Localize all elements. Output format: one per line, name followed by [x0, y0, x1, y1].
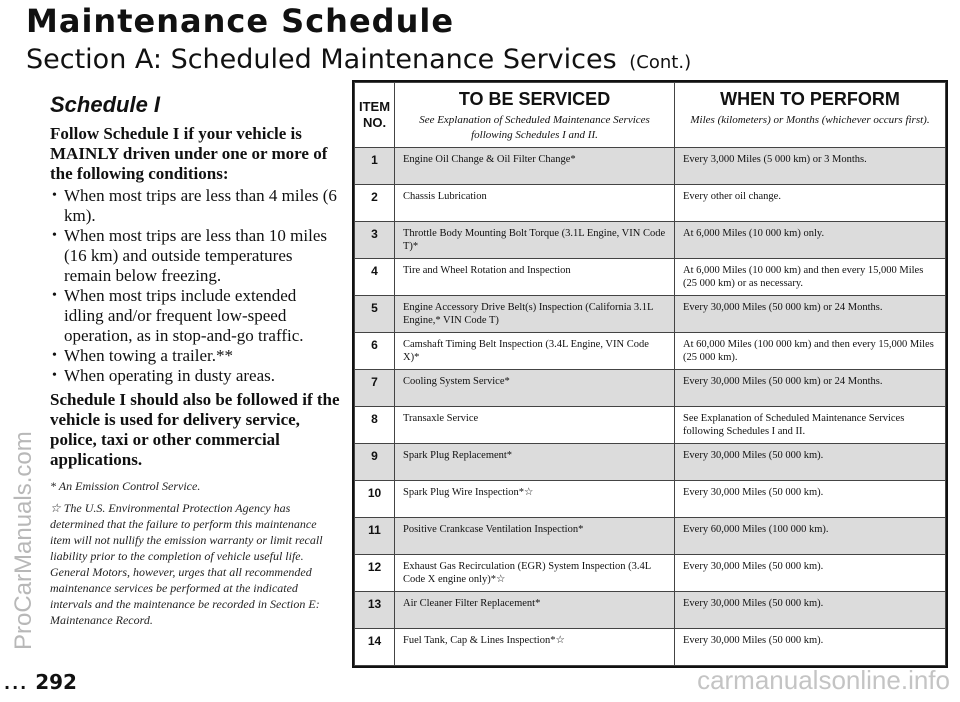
- item-number: 13: [355, 592, 395, 629]
- item-interval: Every 30,000 Miles (50 000 km) or 24 Months.: [675, 296, 946, 333]
- page-number-value: 292: [35, 670, 77, 694]
- item-service: Engine Accessory Drive Belt(s) Inspection (California 3.1L Engine,* VIN Code T): [395, 296, 675, 333]
- table-row: [355, 333, 946, 370]
- header-to-be-serviced: [395, 83, 675, 148]
- page-number: [4, 670, 77, 694]
- conditions-list: [50, 186, 340, 386]
- item-interval: Every 60,000 Miles (100 000 km).: [675, 518, 946, 555]
- item-interval: Every 3,000 Miles (5 000 km) or 3 Months.: [675, 148, 946, 185]
- page-title: Maintenance Schedule: [26, 2, 455, 40]
- condition-item: • When operating in dusty areas.: [50, 366, 340, 386]
- item-service: Throttle Body Mounting Bolt Torque (3.1L Engine, VIN Code T)*: [395, 222, 675, 259]
- item-number: 4: [355, 259, 395, 296]
- item-number: 6: [355, 333, 395, 370]
- item-number: 2: [355, 185, 395, 222]
- header-to-be-serviced-title: TO BE SERVICED: [458, 89, 611, 109]
- item-service: Spark Plug Wire Inspection*☆: [395, 481, 675, 518]
- table-header-row: [355, 83, 946, 148]
- condition-item: • When towing a trailer.**: [50, 346, 340, 366]
- table-row: [355, 629, 946, 666]
- item-service: Exhaust Gas Recirculation (EGR) System Inspection (3.4L Code X engine only)*☆: [395, 555, 675, 592]
- item-service: Spark Plug Replacement*: [395, 444, 675, 481]
- item-interval: Every 30,000 Miles (50 000 km).: [675, 555, 946, 592]
- item-interval: Every 30,000 Miles (50 000 km).: [675, 629, 946, 666]
- table-row: [355, 518, 946, 555]
- item-service: Chassis Lubrication: [395, 185, 675, 222]
- commercial-note: Schedule I should also be followed if the vehicle is used for delivery service, police, taxi or other commercial applications.: [50, 390, 340, 469]
- table-row: [355, 222, 946, 259]
- item-number: 10: [355, 481, 395, 518]
- item-interval: Every 30,000 Miles (50 000 km) or 24 Months.: [675, 370, 946, 407]
- side-watermark: [4, 250, 37, 650]
- item-service: Engine Oil Change & Oil Filter Change*: [395, 148, 675, 185]
- schedule-intro: Follow Schedule I if your vehicle is MAINLY driven under one or more of the following conditions:: [50, 124, 328, 183]
- header-when-to-perform-note: Miles (kilometers) or Months (whichever occurs first).: [690, 114, 930, 126]
- footnote-emission: * An Emission Control Service.: [50, 479, 201, 493]
- item-service: Air Cleaner Filter Replacement*: [395, 592, 675, 629]
- header-to-be-serviced-note: See Explanation of Scheduled Maintenance Services following Schedules I and II.: [419, 114, 650, 141]
- item-interval: At 6,000 Miles (10 000 km) only.: [675, 222, 946, 259]
- item-number: 14: [355, 629, 395, 666]
- item-number: 3: [355, 222, 395, 259]
- item-number: 12: [355, 555, 395, 592]
- table-row: [355, 148, 946, 185]
- table-row: [355, 444, 946, 481]
- item-service: Fuel Tank, Cap & Lines Inspection*☆: [395, 629, 675, 666]
- item-interval: Every other oil change.: [675, 185, 946, 222]
- item-interval: At 60,000 Miles (100 000 km) and then every 15,000 Miles (25 000 km).: [675, 333, 946, 370]
- table-row: [355, 592, 946, 629]
- section-title: [26, 44, 691, 75]
- item-service: Positive Crankcase Ventilation Inspection*: [395, 518, 675, 555]
- table-row: [355, 370, 946, 407]
- item-number: 5: [355, 296, 395, 333]
- item-number: 8: [355, 407, 395, 444]
- table-row: [355, 185, 946, 222]
- item-interval: See Explanation of Scheduled Maintenance Services following Schedules I and II.: [675, 407, 946, 444]
- section-title-text: Section A: Scheduled Maintenance Services: [26, 44, 617, 75]
- table-row: [355, 481, 946, 518]
- item-number: 7: [355, 370, 395, 407]
- table-row: [355, 555, 946, 592]
- side-watermark-text: ProCarManuals.com: [10, 431, 37, 650]
- header-when-to-perform: [675, 83, 946, 148]
- footnote-epa: ☆ The U.S. Environmental Protection Agency has determined that the failure to perform this maintenance item will not nullify the emission warranty or limit recall liability prior to the completion of vehicle useful life. General Motors, however, urges that all recommended maintenance services be performed at the indicated intervals and the maintenance be recorded in Section E: Maintenance Record.: [50, 501, 323, 627]
- bottom-watermark: carmanualsonline.info: [697, 665, 950, 695]
- item-service: Tire and Wheel Rotation and Inspection: [395, 259, 675, 296]
- item-service: Camshaft Timing Belt Inspection (3.4L Engine, VIN Code X)*: [395, 333, 675, 370]
- maintenance-table: [352, 80, 948, 668]
- schedule-title: Schedule I: [50, 92, 161, 117]
- item-interval: Every 30,000 Miles (50 000 km).: [675, 481, 946, 518]
- schedule-description: [50, 92, 340, 628]
- item-interval: Every 30,000 Miles (50 000 km).: [675, 592, 946, 629]
- maintenance-table-grid: [354, 82, 946, 666]
- item-interval: At 6,000 Miles (10 000 km) and then every 15,000 Miles (25 000 km) or as necessary.: [675, 259, 946, 296]
- item-number: 9: [355, 444, 395, 481]
- table-row: [355, 296, 946, 333]
- table-row: [355, 259, 946, 296]
- item-service: Transaxle Service: [395, 407, 675, 444]
- item-interval: Every 30,000 Miles (50 000 km).: [675, 444, 946, 481]
- item-number: 11: [355, 518, 395, 555]
- item-number: 1: [355, 148, 395, 185]
- header-when-to-perform-title: WHEN TO PERFORM: [720, 89, 900, 109]
- section-cont-label: (Cont.): [629, 52, 692, 73]
- table-row: [355, 407, 946, 444]
- item-service: Cooling System Service*: [395, 370, 675, 407]
- condition-item: • When most trips are less than 10 miles (16 km) and outside temperatures remain below freezing.: [50, 226, 340, 286]
- page-number-dots: ...: [4, 674, 29, 693]
- condition-item: • When most trips include extended idling and/or frequent low-speed operation, as in stop-and-go traffic.: [50, 286, 340, 346]
- condition-item: • When most trips are less than 4 miles (6 km).: [50, 186, 340, 226]
- header-item-no: ITEM NO.: [355, 83, 395, 148]
